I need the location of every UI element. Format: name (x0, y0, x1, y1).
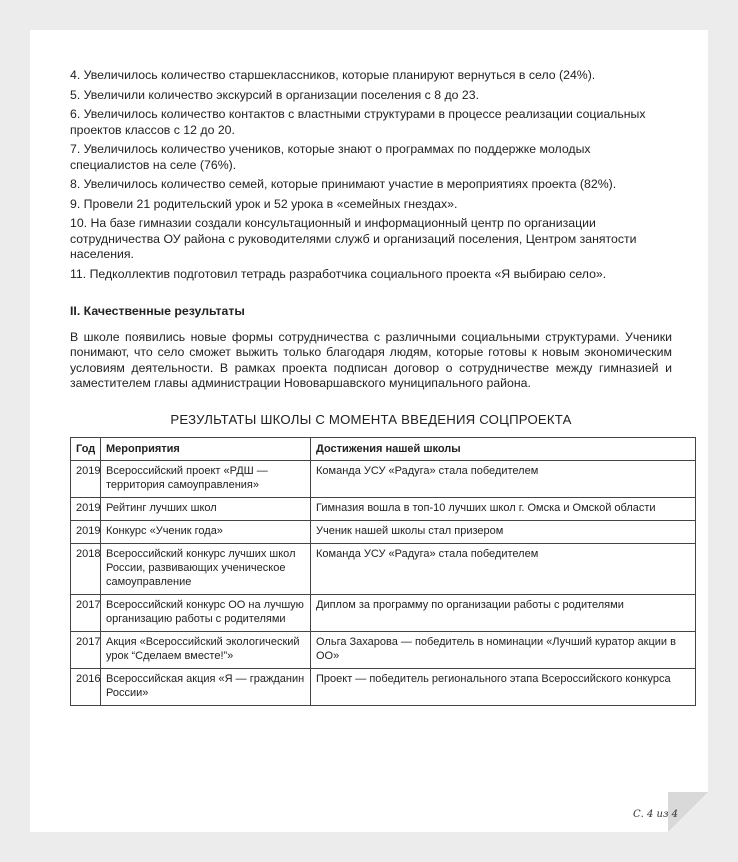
cell-year: 2019 (71, 498, 101, 521)
list-item: 11. Педколлектив подготовил тетрадь разработчика социального проекта «Я выбираю село». (70, 266, 607, 281)
table-row (71, 669, 696, 706)
page-number: С. 4 из 4 (633, 809, 678, 820)
cell-event: Акция «Всероссийский экологический урок “Сделаем вместе!”» (101, 632, 311, 669)
section-paragraph: В школе появились новые формы сотрудничества с различными социальными структурами. Ученики понимают, что село сможет выжить только благодаря людям, которые готовы к новым экономическим условиям деятельности. В рамках проекта подписан договор о сотрудничестве между гимназией и заместителем главы администрации Нововаршавского муниципального района. (70, 329, 672, 390)
table-row (71, 632, 696, 669)
results-table (70, 437, 696, 706)
cell-year: 2019 (71, 461, 101, 498)
cell-event: Всероссийский проект «РДШ — территория самоуправления» (101, 461, 311, 498)
table-title: РЕЗУЛЬТАТЫ ШКОЛЫ С МОМЕНТА ВВЕДЕНИЯ СОЦПРОЕКТА (170, 411, 572, 427)
cell-achievement: Проект — победитель регионального этапа Всероссийского конкурса (311, 669, 696, 706)
cell-event: Рейтинг лучших школ (101, 498, 311, 521)
list-item: 5. Увеличили количество экскурсий в организации поселения с 8 до 23. (70, 87, 480, 102)
cell-event: Всероссийский конкурс лучших школ России, развивающих ученическое самоуправление (101, 544, 311, 595)
cell-year: 2018 (71, 544, 101, 595)
cell-achievement: Диплом за программу по организации работы с родителями (311, 595, 696, 632)
results-list (70, 68, 672, 282)
document-page (30, 30, 708, 832)
cell-event: Всероссийская акция «Я — гражданин России» (101, 669, 311, 706)
cell-year: 2019 (71, 521, 101, 544)
table-header-row (71, 438, 696, 461)
header-events: Мероприятия (101, 438, 311, 461)
table-row (71, 595, 696, 632)
list-item: 6. Увеличилось количество контактов с властными структурами в процессе реализации социальных проектов классов с 12 до 20. (70, 107, 646, 137)
cell-achievement: Ученик нашей школы стал призером (311, 521, 696, 544)
table-row (71, 544, 696, 595)
list-item: 9. Провели 21 родительский урок и 52 урока в «семейных гнездах». (70, 196, 458, 211)
page-content (70, 68, 676, 706)
header-year: Год (71, 438, 101, 461)
cell-year: 2016 (71, 669, 101, 706)
cell-event: Конкурс «Ученик года» (101, 521, 311, 544)
cell-achievement: Ольга Захарова — победитель в номинации «Лучший куратор акции в ОО» (311, 632, 696, 669)
cell-event: Всероссийский конкурс ОО на лучшую организацию работы с родителями (101, 595, 311, 632)
list-item: 10. На базе гимназии создали консультационный и информационный центр по организации сотрудничества ОУ района с руководителями служб и организаций поселения, Центром занятости населения. (70, 216, 637, 261)
section-title: II. Качественные результаты (70, 304, 245, 318)
list-item: 8. Увеличилось количество семей, которые принимают участие в мероприятиях проекта (82%). (70, 177, 617, 191)
table-row (71, 521, 696, 544)
cell-year: 2017 (71, 632, 101, 669)
table-row (71, 461, 696, 498)
header-achievements: Достижения нашей школы (311, 438, 696, 461)
list-item: 7. Увеличилось количество учеников, которые знают о программах по поддержке молодых специалистов на селе (76%). (70, 142, 591, 172)
cell-achievement: Команда УСУ «Радуга» стала победителем (311, 461, 696, 498)
list-item: 4. Увеличилось количество старшеклассников, которые планируют вернуться в село (24%). (70, 68, 596, 82)
cell-year: 2017 (71, 595, 101, 632)
table-row (71, 498, 696, 521)
cell-achievement: Команда УСУ «Радуга» стала победителем (311, 544, 696, 595)
cell-achievement: Гимназия вошла в топ-10 лучших школ г. Омска и Омской области (311, 498, 696, 521)
